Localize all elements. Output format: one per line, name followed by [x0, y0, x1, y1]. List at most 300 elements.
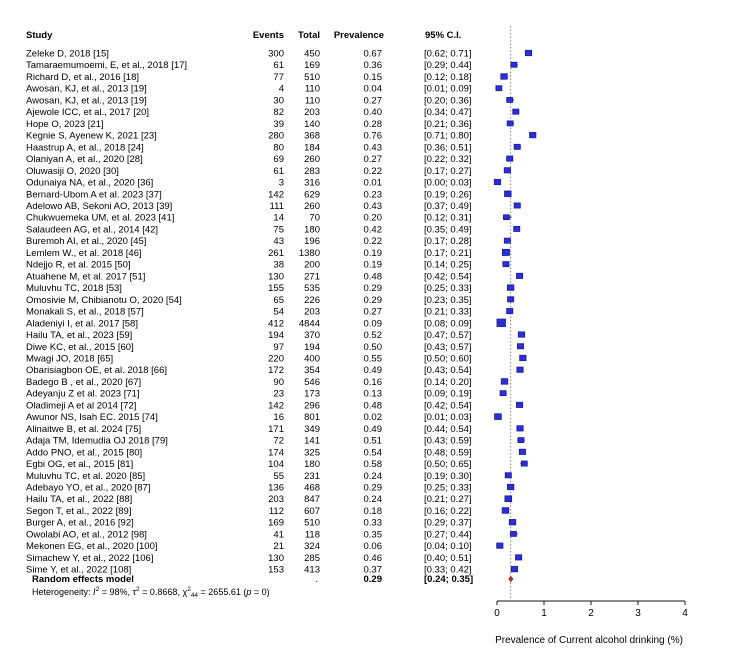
estimate-box	[504, 168, 510, 173]
study-ci: [0.12; 0.18]	[424, 71, 472, 83]
study-name: Addo PNO, et al., 2015 [80]	[26, 447, 143, 459]
study-prevalence: 0.48	[363, 271, 382, 283]
study-prevalence: 0.35	[363, 529, 382, 541]
study-total: 354	[304, 365, 320, 377]
study-events: 142	[268, 400, 284, 412]
study-prevalence: 0.19	[363, 259, 382, 271]
study-name: Tamaraemumoemi, E, et al., 2018 [17]	[26, 60, 188, 72]
study-prevalence: 0.24	[363, 470, 382, 482]
study-events: 75	[273, 224, 284, 236]
estimate-box	[503, 215, 509, 220]
study-events: 41	[273, 529, 284, 541]
study-name: Adaja TM, Idemudia OJ 2018 [79]	[26, 435, 168, 447]
study-ci: [0.16; 0.22]	[424, 505, 472, 517]
study-events: 104	[268, 459, 284, 471]
study-name: Omosivie M, Chibianotu O, 2020 [54]	[26, 294, 182, 306]
study-row	[26, 107, 519, 118]
estimate-box	[501, 379, 508, 385]
study-total: 200	[304, 259, 320, 271]
study-name: Oladimeji A et al 2014 [72]	[26, 400, 137, 412]
study-prevalence: 0.48	[363, 400, 382, 412]
study-prevalence: 0.37	[363, 564, 382, 576]
study-events: 203	[268, 494, 284, 506]
study-events: 111	[269, 200, 284, 212]
study-events: 38	[273, 259, 284, 271]
estimate-box	[514, 144, 520, 149]
study-prevalence: 0.02	[363, 412, 382, 424]
study-total: 324	[304, 541, 320, 553]
study-name: Hailu TA, et al., 2023 [59]	[26, 330, 133, 342]
study-ci: [0.34; 0.47]	[424, 107, 472, 119]
estimate-box	[502, 249, 509, 255]
study-prevalence: 0.24	[363, 494, 382, 506]
study-prevalence: 0.22	[363, 236, 382, 248]
study-total: 510	[304, 71, 320, 83]
study-events: 261	[268, 247, 284, 259]
header-prevalence: Prevalence	[333, 30, 384, 41]
study-prevalence: 0.43	[363, 142, 382, 154]
study-name: Ajewole ICC, et al., 2017 [20]	[26, 107, 150, 119]
study-total: 629	[304, 189, 320, 201]
heterogeneity-statistics	[32, 586, 270, 599]
estimate-box	[516, 402, 522, 407]
het-i2-sup: 2	[95, 586, 100, 593]
study-name: Adebayo YO, et al., 2020 [87]	[26, 482, 151, 494]
study-row	[26, 201, 520, 212]
study-events: 112	[268, 505, 284, 517]
study-name: Alinaitwe B, et al. 2024 [75]	[26, 423, 142, 435]
het-p-symbol: p	[246, 587, 252, 597]
study-total: 801	[304, 412, 320, 424]
study-events: 171	[268, 423, 284, 435]
het-tau2-sup: 2	[136, 586, 140, 593]
study-events: 30	[273, 95, 284, 107]
study-events: 43	[273, 236, 284, 248]
study-ci: [0.50; 0.60]	[424, 353, 472, 365]
study-ci: [0.21; 0.33]	[424, 306, 472, 318]
het-tau2-value: = 0.8668,	[139, 587, 183, 597]
study-name: Kegnie S, Ayenew K, 2021 [23]	[26, 130, 157, 142]
study-ci: [0.47; 0.57]	[424, 330, 472, 342]
study-row	[26, 494, 512, 505]
study-ci: [0.35; 0.49]	[424, 224, 472, 236]
study-events: 136	[268, 482, 284, 494]
estimate-box	[504, 238, 510, 243]
study-name: Hailu TA, et al., 2022 [88]	[26, 494, 133, 506]
het-chi2-value: = 2655.61 (	[198, 587, 247, 597]
study-total: 70	[309, 212, 320, 224]
study-row	[26, 142, 521, 153]
study-prevalence: 0.15	[363, 71, 382, 83]
study-total: 140	[304, 118, 320, 130]
study-total: 413	[304, 564, 320, 576]
study-ci: [0.00; 0.03]	[424, 177, 472, 189]
pooled-prevalence: 0.29	[363, 574, 382, 585]
study-prevalence: 0.16	[363, 376, 382, 388]
study-name: Haastrup A, et al., 2018 [24]	[26, 142, 144, 154]
study-events: 69	[273, 154, 284, 166]
study-events: 97	[273, 341, 284, 353]
study-prevalence: 0.23	[363, 189, 382, 201]
study-row	[26, 60, 518, 71]
study-prevalence: 0.54	[363, 447, 382, 459]
header-total: Total	[298, 30, 320, 41]
study-ci: [0.27; 0.44]	[424, 529, 472, 541]
study-name: Adelowo AB, Sekoni AO, 2013 [39]	[26, 200, 173, 212]
study-row	[26, 518, 516, 529]
study-prevalence: 0.55	[363, 353, 382, 365]
study-prevalence: 0.19	[363, 247, 382, 259]
study-row	[26, 236, 510, 247]
study-prevalence: 0.42	[363, 224, 382, 236]
study-total: 226	[304, 294, 320, 306]
estimate-box	[517, 367, 523, 372]
study-events: 39	[273, 118, 284, 130]
study-events: 169	[268, 517, 284, 529]
study-events: 142	[268, 189, 284, 201]
study-row	[26, 330, 525, 341]
study-ci: [0.25; 0.33]	[424, 283, 472, 295]
study-total: 141	[304, 435, 320, 447]
estimate-box	[500, 391, 506, 396]
study-events: 172	[268, 365, 284, 377]
study-name: Awunor NS, Isah EC. 2015 [74]	[26, 412, 158, 424]
pooled-estimate-diamond	[508, 576, 513, 583]
study-events: 412	[268, 318, 284, 330]
study-total: 285	[304, 552, 320, 564]
study-row	[26, 154, 513, 165]
study-ci: [0.43; 0.57]	[424, 341, 472, 353]
study-row	[26, 260, 509, 271]
x-tick-label: 4	[682, 608, 688, 619]
study-row	[26, 529, 518, 540]
study-prevalence: 0.27	[363, 306, 382, 318]
study-row	[26, 224, 520, 235]
study-prevalence: 0.52	[363, 330, 382, 342]
study-ci: [0.17; 0.21]	[424, 247, 472, 259]
study-total: 110	[304, 95, 320, 107]
study-prevalence: 0.13	[363, 388, 382, 400]
study-name: Muluvhu TC, 2018 [53]	[26, 283, 122, 295]
study-row	[26, 318, 505, 329]
het-tau2-symbol: τ	[132, 587, 137, 597]
study-total: 4844	[298, 318, 320, 330]
study-events: 300	[268, 48, 284, 60]
study-ci: [0.17; 0.27]	[424, 165, 472, 177]
pooled-label: Random effects model	[32, 574, 134, 585]
study-name: Awosan, KJ, et al., 2013 [19]	[26, 83, 147, 95]
study-total: 110	[304, 83, 320, 95]
study-events: 153	[268, 564, 284, 576]
estimate-box	[501, 74, 507, 79]
study-row	[26, 459, 528, 470]
study-ci: [0.14; 0.25]	[424, 259, 472, 271]
study-events: 3	[278, 177, 284, 189]
pooled-row	[32, 574, 513, 585]
study-ci: [0.44; 0.54]	[424, 423, 472, 435]
study-ci: [0.42; 0.54]	[424, 271, 472, 283]
x-axis	[494, 601, 688, 646]
study-total: 118	[304, 529, 320, 541]
study-ci: [0.01; 0.09]	[424, 83, 472, 95]
study-events: 90	[273, 376, 284, 388]
study-events: 130	[268, 552, 284, 564]
study-name: Lemlem W., et al. 2018 [46]	[26, 247, 142, 259]
estimate-box	[516, 555, 522, 560]
study-prevalence: 0.40	[363, 107, 382, 119]
study-prevalence: 0.29	[363, 294, 382, 306]
study-name: Mekonen EG, et al., 2020 [100]	[26, 541, 158, 553]
estimate-box	[520, 355, 526, 360]
estimate-box	[510, 531, 516, 536]
study-row	[26, 412, 501, 423]
study-name: Badego B , et al., 2020 [67]	[26, 376, 142, 388]
study-prevalence: 0.33	[363, 517, 382, 529]
estimate-box	[521, 461, 527, 466]
study-prevalence: 0.76	[363, 130, 382, 142]
study-row	[26, 541, 503, 552]
study-total: 316	[304, 177, 320, 189]
study-name: Ndejjo R, et al. 2015 [50]	[26, 259, 131, 271]
study-total: 546	[304, 376, 320, 388]
x-axis-label: Prevalence of Current alcohol drinking (%)	[495, 635, 683, 646]
study-row	[26, 483, 514, 494]
study-prevalence: 0.28	[363, 118, 382, 130]
study-ci: [0.21; 0.36]	[424, 118, 472, 130]
het-prefix: Heterogeneity:	[32, 587, 94, 597]
study-prevalence: 0.22	[363, 165, 382, 177]
estimate-box	[507, 121, 513, 126]
study-total: 180	[304, 224, 320, 236]
study-events: 80	[273, 142, 284, 154]
estimate-box	[503, 262, 509, 267]
het-chi2-symbol: χ	[182, 587, 188, 597]
study-row	[26, 377, 508, 388]
study-total: 203	[304, 306, 320, 318]
study-name: Diwe KC, et al., 2015 [60]	[26, 341, 134, 353]
study-row	[26, 213, 512, 224]
study-events: 65	[273, 294, 284, 306]
study-row	[26, 248, 509, 259]
study-prevalence: 0.29	[363, 283, 382, 295]
het-chi2-sup: 2	[187, 586, 191, 593]
study-total: 607	[304, 505, 320, 517]
study-prevalence: 0.51	[363, 435, 382, 447]
study-events: 130	[268, 271, 284, 283]
study-total: 349	[304, 423, 320, 435]
study-row	[26, 119, 514, 130]
study-ci: [0.71; 0.80]	[424, 130, 472, 142]
study-ci: [0.23; 0.35]	[424, 294, 472, 306]
study-events: 220	[268, 353, 284, 365]
study-total: 260	[304, 200, 320, 212]
study-row	[26, 84, 502, 95]
study-events: 280	[268, 130, 284, 142]
header-ci: 95% C.I.	[425, 30, 462, 41]
study-prevalence: 0.43	[363, 200, 382, 212]
study-total: 400	[304, 353, 320, 365]
study-row	[26, 271, 523, 282]
het-i2-symbol: I	[93, 587, 96, 597]
study-ci: [0.01; 0.03]	[424, 412, 472, 424]
study-prevalence: 0.46	[363, 552, 382, 564]
estimate-box	[507, 285, 513, 290]
het-chi2-df: 44	[190, 592, 199, 599]
study-row	[26, 471, 511, 482]
study-prevalence: 0.50	[363, 341, 382, 353]
study-events: 23	[273, 388, 284, 400]
study-ci: [0.42; 0.54]	[424, 400, 472, 412]
study-total: 180	[304, 459, 320, 471]
study-ci: [0.43; 0.54]	[424, 365, 472, 377]
pooled-ci: [0.24; 0.35]	[424, 574, 474, 585]
study-ci: [0.43; 0.59]	[424, 435, 472, 447]
estimate-box	[497, 319, 506, 327]
estimate-box	[517, 344, 523, 349]
study-name: Mwagi JO, 2018 [65]	[26, 353, 114, 365]
study-row	[26, 166, 510, 177]
study-ci: [0.50; 0.65]	[424, 459, 472, 471]
estimate-box	[509, 519, 515, 524]
study-total: 231	[304, 470, 320, 482]
estimate-box	[530, 132, 536, 137]
study-row	[26, 506, 509, 517]
study-name: Salaudeen AG, et al., 2014 [42]	[26, 224, 159, 236]
study-events: 16	[273, 412, 284, 424]
study-prevalence: 0.18	[363, 505, 382, 517]
x-tick-label: 3	[635, 608, 641, 619]
estimate-box	[514, 226, 520, 231]
het-p-value: = 0)	[251, 587, 270, 597]
study-name: Adeyanju Z et al. 2023 [71]	[26, 388, 140, 400]
study-name: Burger A, et al., 2016 [92]	[26, 517, 134, 529]
study-row	[26, 342, 524, 353]
study-ci: [0.22; 0.32]	[424, 154, 472, 166]
study-total: 468	[304, 482, 320, 494]
study-row	[26, 400, 523, 411]
study-total: 173	[304, 388, 320, 400]
study-events: 155	[268, 283, 284, 295]
estimate-box	[518, 438, 524, 443]
estimate-box	[507, 484, 513, 489]
study-name: Atuahene M, et al. 2017 [51]	[26, 271, 146, 283]
study-total: 325	[304, 447, 320, 459]
study-row	[26, 189, 511, 200]
study-name: Segon T, et al., 2022 [89]	[26, 505, 132, 517]
study-row	[26, 95, 514, 106]
study-prevalence: 0.29	[363, 482, 382, 494]
study-ci: [0.36; 0.51]	[424, 142, 472, 154]
x-tick-label: 2	[588, 608, 594, 619]
study-ci: [0.40; 0.51]	[424, 552, 472, 564]
estimate-box	[511, 566, 517, 571]
study-row	[26, 553, 522, 564]
study-total: 368	[304, 130, 320, 142]
study-events: 55	[273, 470, 284, 482]
study-row	[26, 389, 506, 400]
header-events: Events	[252, 30, 284, 41]
study-prevalence: 0.20	[363, 212, 382, 224]
estimate-box	[514, 203, 520, 208]
study-events: 61	[273, 165, 284, 177]
study-total: 260	[304, 154, 320, 166]
study-name: Hope O, 2023 [21]	[26, 118, 104, 130]
study-events: 4	[278, 83, 284, 95]
estimate-box	[508, 297, 514, 302]
study-row	[26, 365, 523, 376]
estimate-box	[507, 97, 513, 102]
study-ci: [0.09; 0.19]	[424, 388, 472, 400]
estimate-box	[517, 426, 523, 431]
study-name: Monakali S, et al., 2018 [57]	[26, 306, 144, 318]
study-prevalence: 0.67	[363, 48, 382, 60]
estimate-box	[497, 543, 503, 548]
estimate-box	[525, 50, 531, 55]
study-events: 72	[273, 435, 284, 447]
x-tick-label: 0	[494, 608, 500, 619]
study-ci: [0.19; 0.26]	[424, 189, 472, 201]
estimate-box	[502, 508, 509, 514]
pooled-total: .	[315, 574, 318, 585]
study-ci: [0.12; 0.31]	[424, 212, 472, 224]
study-events: 77	[273, 71, 284, 83]
estimate-box	[505, 473, 511, 478]
study-row	[26, 131, 536, 142]
study-ci: [0.04; 0.10]	[424, 541, 472, 553]
study-prevalence: 0.06	[363, 541, 382, 553]
study-ci: [0.25; 0.33]	[424, 482, 472, 494]
study-events: 194	[268, 330, 284, 342]
het-i2-value: = 98%,	[99, 587, 133, 597]
study-row	[26, 178, 501, 189]
study-row	[26, 295, 514, 306]
study-total: 169	[304, 60, 320, 72]
study-name: Muluvhu TC, et al. 2020 [85]	[26, 470, 146, 482]
study-ci: [0.21; 0.27]	[424, 494, 472, 506]
estimate-box	[495, 414, 502, 420]
study-total: 450	[304, 48, 320, 60]
study-name: Obarisiagbon OE, et al. 2018 [66]	[26, 365, 168, 377]
estimate-box	[494, 179, 500, 184]
study-ci: [0.29; 0.37]	[424, 517, 472, 529]
x-tick-label: 1	[541, 608, 547, 619]
study-name: Odunaiya NA, et al., 2020 [36]	[26, 177, 154, 189]
study-prevalence: 0.27	[363, 95, 382, 107]
study-events: 61	[273, 60, 284, 72]
study-row	[26, 447, 526, 458]
study-total: 370	[304, 330, 320, 342]
study-ci: [0.20; 0.36]	[424, 95, 472, 107]
study-total: 510	[304, 517, 320, 529]
header-study: Study	[26, 30, 53, 41]
study-ci: [0.62; 0.71]	[424, 48, 472, 60]
study-total: 283	[304, 165, 320, 177]
study-name: Simachew Y, et al., 2022 [106]	[26, 552, 154, 564]
study-row	[26, 424, 523, 435]
study-total: 1380	[298, 247, 320, 259]
estimate-box	[519, 449, 525, 454]
study-name: Bernard-Ubom A et al. 2023 [37]	[26, 189, 162, 201]
study-name: Richard D, et al., 2016 [18]	[26, 71, 140, 83]
study-events: 21	[273, 541, 284, 553]
study-total: 847	[304, 494, 320, 506]
study-ci: [0.19; 0.30]	[424, 470, 472, 482]
study-events: 82	[273, 107, 284, 119]
header-row	[26, 30, 461, 41]
study-total: 184	[304, 142, 320, 154]
study-name: Oluwasiji O, 2020 [30]	[26, 165, 119, 177]
study-row	[26, 353, 526, 364]
